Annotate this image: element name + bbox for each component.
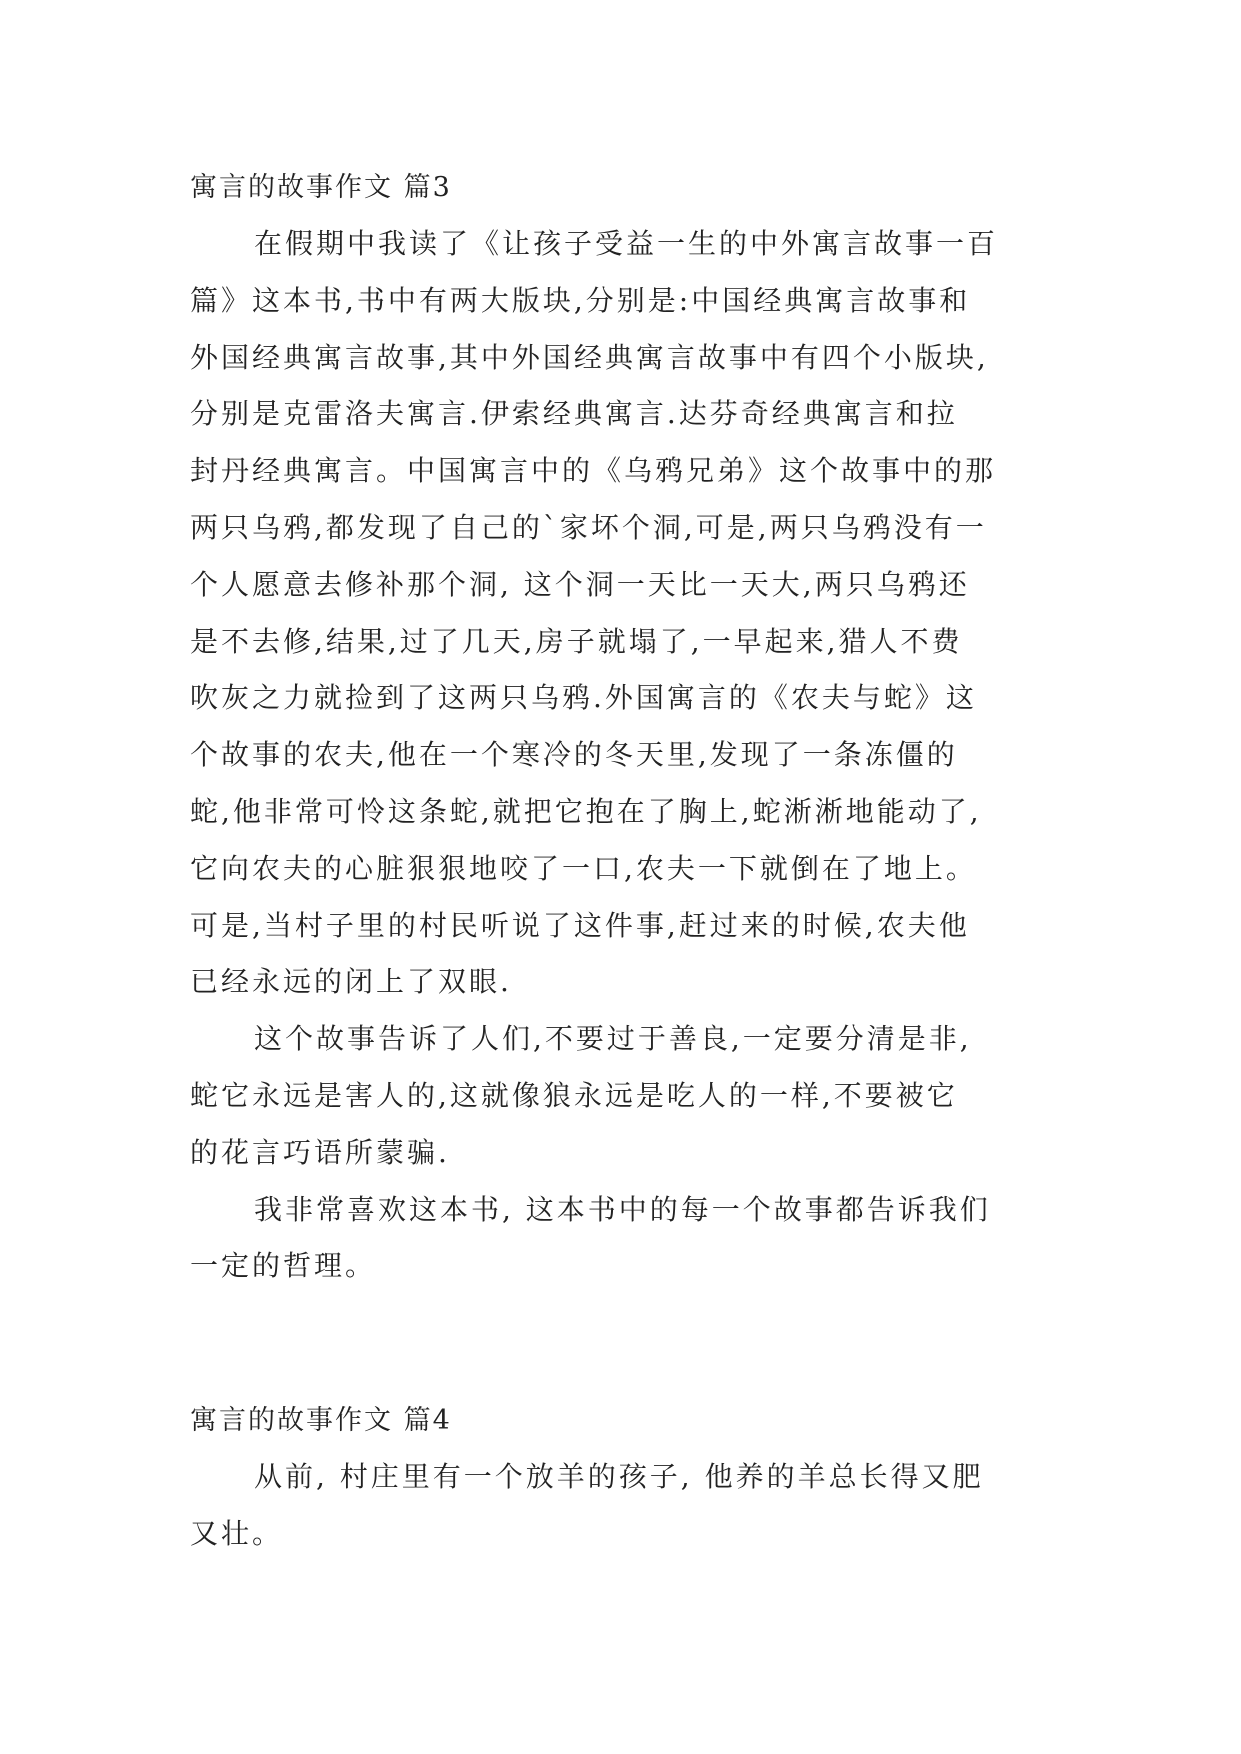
text-line: 我非常喜欢这本书, 这本书中的每一个故事都告诉我们 bbox=[254, 1192, 991, 1226]
text-line: 它向农夫的心脏狠狠地咬了一口,农夫一下就倒在了地上。 bbox=[190, 851, 977, 885]
text-line: 个人愿意去修补那个洞, 这个洞一天比一天大,两只乌鸦还 bbox=[190, 567, 970, 601]
body-paragraph bbox=[190, 216, 1050, 1011]
text-line: 两只乌鸦,都发现了自己的`家坏个洞,可是,两只乌鸦没有一 bbox=[190, 510, 987, 544]
text-line: 吹灰之力就捡到了这两只乌鸦.外国寓言的《农夫与蛇》这 bbox=[190, 681, 977, 715]
text-line: 一定的哲理。 bbox=[190, 1249, 377, 1283]
text-line: 篇》这本书,书中有两大版块,分别是:中国经典寓言故事和 bbox=[190, 283, 971, 317]
body-paragraph bbox=[190, 1449, 1050, 1563]
body-paragraph bbox=[190, 1011, 1050, 1181]
text-line: 封丹经典寓言。中国寓言中的《乌鸦兄弟》这个故事中的那 bbox=[190, 454, 997, 488]
text-line: 这个故事告诉了人们,不要过于善良,一定要分清是非, bbox=[254, 1022, 972, 1056]
section-heading: 寓言的故事作文 篇3 bbox=[190, 172, 452, 203]
text-line: 的花言巧语所蒙骗. bbox=[190, 1135, 450, 1169]
essay-section-3 bbox=[190, 160, 1050, 1295]
text-line: 个故事的农夫,他在一个寒冷的冬天里,发现了一条冻僵的 bbox=[190, 738, 958, 772]
text-line: 又壮。 bbox=[190, 1516, 284, 1550]
text-line: 在假期中我读了《让孩子受益一生的中外寓言故事一百 bbox=[254, 227, 999, 260]
text-line: 从前, 村庄里有一个放羊的孩子, 他养的羊总长得又肥 bbox=[254, 1460, 984, 1493]
text-line: 蛇,他非常可怜这条蛇,就把它抱在了胸上,蛇淅淅地能动了, bbox=[190, 794, 982, 828]
text-line: 蛇它永远是害人的,这就像狼永远是吃人的一样,不要被它 bbox=[190, 1078, 958, 1112]
text-line: 分别是克雷洛夫寓言.伊索经典寓言.达芬奇经典寓言和拉 bbox=[190, 397, 958, 431]
body-paragraph bbox=[190, 1182, 1050, 1296]
essay-section-4 bbox=[190, 1393, 1050, 1563]
text-line: 外国经典寓言故事,其中外国经典寓言故事中有四个小版块, bbox=[190, 340, 989, 374]
section-heading: 寓言的故事作文 篇4 bbox=[190, 1405, 452, 1436]
text-line: 是不去修,结果,过了几天,房子就塌了,一早起来,猎人不费 bbox=[190, 624, 963, 658]
text-line: 已经永远的闭上了双眼. bbox=[190, 965, 512, 999]
text-line: 可是,当村子里的村民听说了这件事,赶过来的时候,农夫他 bbox=[190, 908, 970, 942]
